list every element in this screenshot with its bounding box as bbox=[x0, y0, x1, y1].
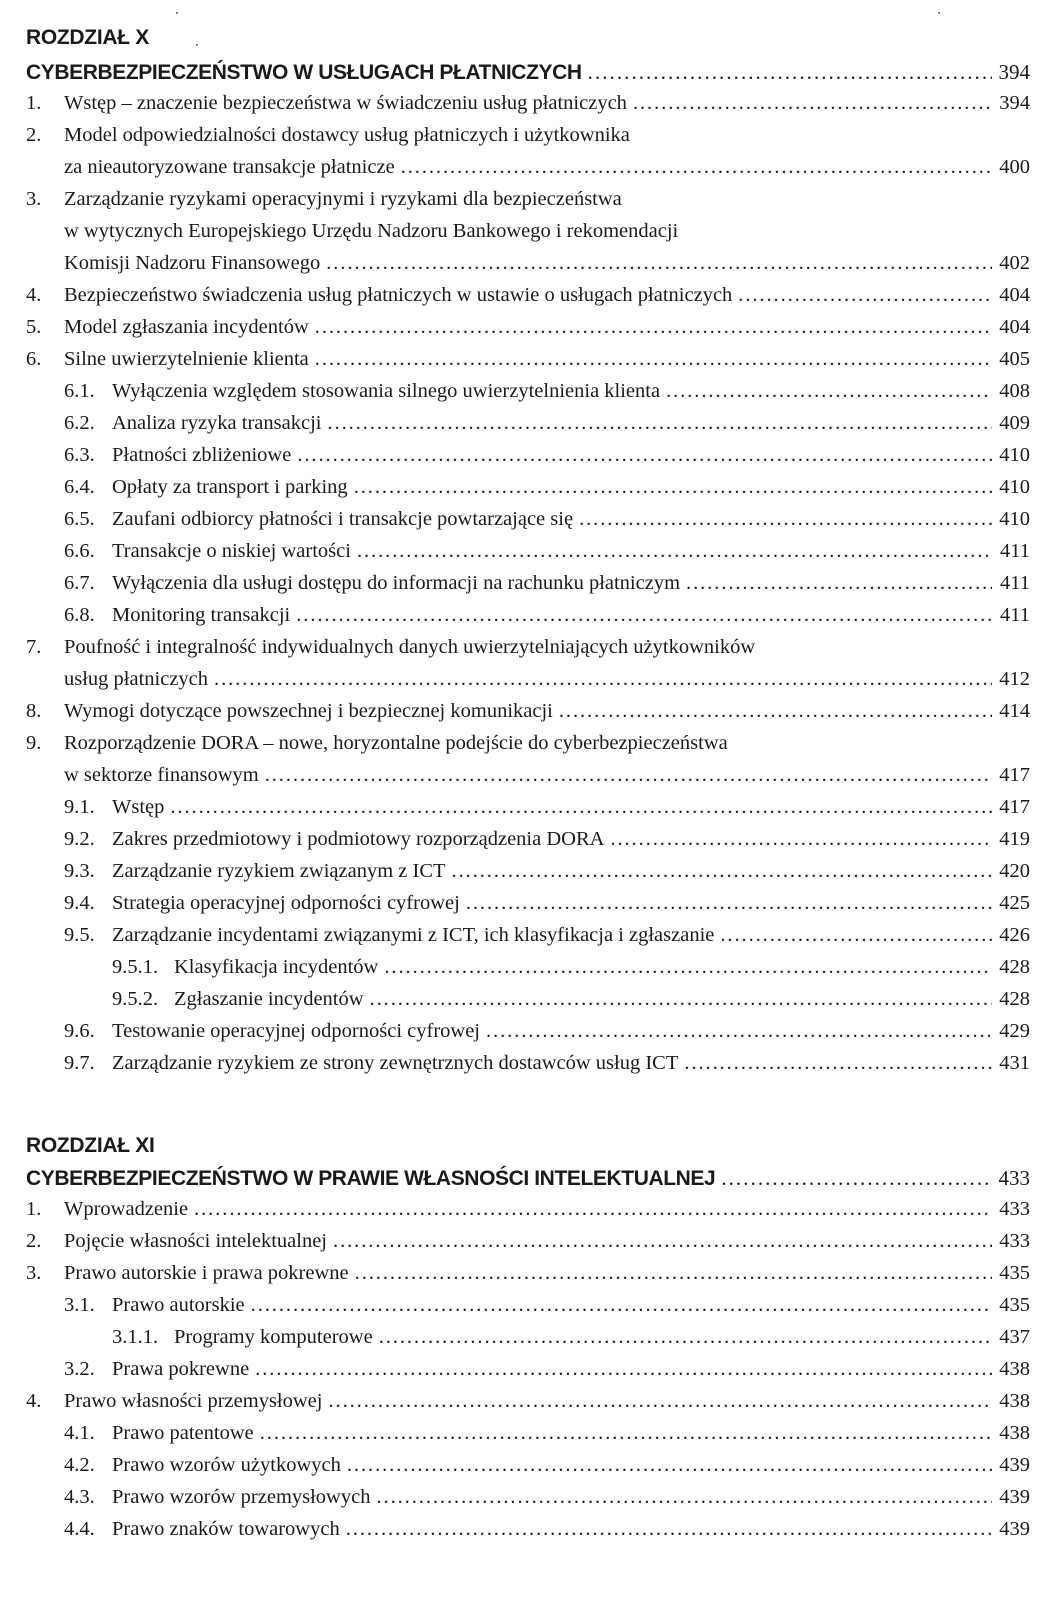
entry-title: Prawo własności przemysłowej bbox=[64, 1390, 323, 1412]
page-number: 435 bbox=[999, 1262, 1030, 1284]
page-number: 438 bbox=[999, 1358, 1030, 1380]
chapter-label: ROZDZIAŁ X bbox=[26, 26, 149, 49]
dot-leader bbox=[333, 1230, 992, 1253]
toc-entry bbox=[64, 444, 1030, 472]
toc-entry bbox=[26, 1390, 1030, 1418]
entry-number: 4. bbox=[26, 284, 42, 306]
toc-entry bbox=[64, 1020, 1030, 1048]
toc-entry bbox=[26, 1230, 1030, 1258]
entry-title: Transakcje o niskiej wartości bbox=[112, 540, 351, 562]
page-number: 439 bbox=[999, 1518, 1030, 1540]
toc-entry bbox=[26, 1198, 1030, 1226]
scan-speck bbox=[196, 44, 198, 46]
toc-entry-continuation bbox=[64, 764, 1030, 792]
entry-number: 9.7. bbox=[64, 1052, 95, 1074]
entry-title: Zarządzanie incydentami związanymi z ICT, ich klasyfikacja i zgłaszanie bbox=[112, 924, 715, 946]
entry-title: Prawo wzorów przemysłowych bbox=[112, 1486, 371, 1508]
dot-leader bbox=[684, 1052, 992, 1075]
entry-number: 3.2. bbox=[64, 1358, 95, 1380]
entry-number: 6.2. bbox=[64, 412, 95, 434]
page-number: 438 bbox=[999, 1390, 1030, 1412]
entry-title: Wstęp – znaczenie bezpieczeństwa w świadczeniu usług płatniczych bbox=[64, 92, 627, 114]
dot-leader bbox=[326, 252, 992, 275]
toc-entry bbox=[64, 540, 1030, 568]
page-number: 404 bbox=[999, 316, 1030, 338]
toc-entry bbox=[64, 1454, 1030, 1482]
entry-title: Opłaty za transport i parking bbox=[112, 476, 348, 498]
entry-title: Wymogi dotyczące powszechnej i bezpiecznej komunikacji bbox=[64, 700, 553, 722]
scan-speck bbox=[176, 12, 178, 14]
dot-leader bbox=[260, 1422, 992, 1445]
page-number: 435 bbox=[999, 1294, 1030, 1316]
page-number: 404 bbox=[999, 284, 1030, 306]
entry-title-continuation: w wytycznych Europejskiego Urzędu Nadzoru Bankowego i rekomendacji bbox=[64, 220, 679, 242]
dot-leader bbox=[384, 956, 992, 979]
page-number: 409 bbox=[999, 412, 1030, 434]
page-number: 437 bbox=[999, 1326, 1030, 1348]
page-number: 420 bbox=[999, 860, 1030, 882]
page-number: 419 bbox=[999, 828, 1030, 850]
entry-title: Płatności zbliżeniowe bbox=[112, 444, 292, 466]
page-number: 410 bbox=[999, 508, 1030, 530]
entry-title: Model odpowiedzialności dostawcy usług płatniczych i użytkownika bbox=[64, 124, 630, 146]
entry-title: Model zgłaszania incydentów bbox=[64, 316, 309, 338]
entry-number: 6.1. bbox=[64, 380, 95, 402]
toc-entry bbox=[64, 572, 1030, 600]
dot-leader bbox=[452, 860, 992, 883]
dot-leader bbox=[296, 604, 992, 627]
toc-entry bbox=[64, 1358, 1030, 1386]
entry-title: Wprowadzenie bbox=[64, 1198, 189, 1220]
chapter-title: CYBERBEZPIECZEŃSTWO W USŁUGACH PŁATNICZYCH bbox=[26, 61, 582, 84]
toc-entry bbox=[26, 636, 1030, 664]
entry-title: Klasyfikacja incydentów bbox=[174, 956, 379, 978]
page-number: 438 bbox=[999, 1422, 1030, 1444]
dot-leader bbox=[328, 1390, 992, 1413]
dot-leader bbox=[170, 796, 992, 819]
toc-entry bbox=[26, 700, 1030, 728]
entry-title: Silne uwierzytelnienie klienta bbox=[64, 348, 309, 370]
entry-title: Wyłączenia względem stosowania silnego uwierzytelnienia klienta bbox=[112, 380, 661, 402]
entry-number: 7. bbox=[26, 636, 42, 658]
entry-title: Zgłaszanie incydentów bbox=[174, 988, 364, 1010]
dot-leader bbox=[486, 1020, 992, 1043]
page-number: 410 bbox=[999, 476, 1030, 498]
entry-number: 1. bbox=[26, 92, 42, 114]
entry-title: Zarządzanie ryzykiem związanym z ICT bbox=[112, 860, 446, 882]
entry-title: Wyłączenia dla usługi dostępu do informacji na rachunku płatniczym bbox=[112, 572, 681, 594]
dot-leader bbox=[721, 1166, 992, 1191]
entry-title: Prawo autorskie bbox=[112, 1294, 245, 1316]
entry-number: 6.6. bbox=[64, 540, 95, 562]
entry-number: 2. bbox=[26, 124, 42, 146]
entry-number: 3.1. bbox=[64, 1294, 95, 1316]
page-number: 402 bbox=[999, 252, 1030, 274]
toc-entry bbox=[64, 412, 1030, 440]
toc-entry bbox=[64, 1422, 1030, 1450]
entry-number: 9.1. bbox=[64, 796, 95, 818]
toc-entry bbox=[26, 732, 1030, 760]
entry-title: Rozporządzenie DORA – nowe, horyzontalne podejście do cyberbezpieczeństwa bbox=[64, 732, 728, 754]
page-number: 426 bbox=[999, 924, 1030, 946]
dot-leader bbox=[559, 700, 992, 723]
entry-number: 6.8. bbox=[64, 604, 95, 626]
entry-title: Prawo patentowe bbox=[112, 1422, 254, 1444]
dot-leader bbox=[354, 476, 992, 499]
entry-title: Zarządzanie ryzykiem ze strony zewnętrznych dostawców usług ICT bbox=[112, 1052, 679, 1074]
toc-entry bbox=[64, 380, 1030, 408]
toc-entry bbox=[26, 124, 1030, 152]
toc-entry-continuation bbox=[64, 220, 1030, 248]
page-number: 414 bbox=[999, 700, 1030, 722]
toc-entry bbox=[64, 476, 1030, 504]
toc-entry bbox=[26, 92, 1030, 120]
entry-title: Prawo wzorów użytkowych bbox=[112, 1454, 341, 1476]
entry-number: 2. bbox=[26, 1230, 42, 1252]
toc-entry bbox=[64, 1518, 1030, 1546]
page-number: 431 bbox=[999, 1052, 1030, 1074]
entry-title-continuation: w sektorze finansowym bbox=[64, 764, 259, 786]
entry-number: 9.4. bbox=[64, 892, 95, 914]
entry-title: Pojęcie własności intelektualnej bbox=[64, 1230, 328, 1252]
dot-leader bbox=[720, 924, 992, 947]
page-number: 417 bbox=[999, 764, 1030, 786]
page-number: 428 bbox=[999, 956, 1030, 978]
page-number: 425 bbox=[999, 892, 1030, 914]
entry-title: Zakres przedmiotowy i podmiotowy rozporządzenia DORA bbox=[112, 828, 605, 850]
entry-number: 6.4. bbox=[64, 476, 95, 498]
toc-entry bbox=[64, 796, 1030, 824]
entry-number: 9.5. bbox=[64, 924, 95, 946]
page-number: 417 bbox=[999, 796, 1030, 818]
entry-title: Analiza ryzyka transakcji bbox=[112, 412, 322, 434]
entry-title: Poufność i integralność indywidualnych danych uwierzytelniających użytkowników bbox=[64, 636, 756, 658]
toc-entry bbox=[64, 508, 1030, 536]
entry-number: 4.3. bbox=[64, 1486, 95, 1508]
toc-entry bbox=[64, 1294, 1030, 1322]
entry-number: 9. bbox=[26, 732, 42, 754]
entry-title: Zarządzanie ryzykami operacyjnymi i ryzykami dla bezpieczeństwa bbox=[64, 188, 622, 210]
toc-entry bbox=[112, 1326, 1030, 1354]
entry-title-continuation: za nieautoryzowane transakcje płatnicze bbox=[64, 156, 395, 178]
page-number: 439 bbox=[999, 1486, 1030, 1508]
entry-number: 4.1. bbox=[64, 1422, 95, 1444]
dot-leader bbox=[297, 444, 992, 467]
scan-speck bbox=[938, 12, 940, 14]
toc-entry bbox=[112, 988, 1030, 1016]
dot-leader bbox=[466, 892, 992, 915]
toc-entry bbox=[26, 284, 1030, 312]
dot-leader bbox=[370, 988, 992, 1011]
toc-entry bbox=[64, 860, 1030, 888]
dot-leader bbox=[255, 1358, 992, 1381]
dot-leader bbox=[633, 92, 992, 115]
entry-number: 3. bbox=[26, 1262, 42, 1284]
page-number: 433 bbox=[999, 1230, 1030, 1252]
entry-title: Monitoring transakcji bbox=[112, 604, 291, 626]
page-number: 412 bbox=[999, 668, 1030, 690]
toc-entry bbox=[64, 1486, 1030, 1514]
dot-leader bbox=[315, 316, 992, 339]
entry-number: 6.7. bbox=[64, 572, 95, 594]
entry-number: 4. bbox=[26, 1390, 42, 1412]
dot-leader bbox=[588, 60, 992, 85]
toc-entry bbox=[26, 316, 1030, 344]
dot-leader bbox=[738, 284, 992, 307]
entry-number: 9.3. bbox=[64, 860, 95, 882]
dot-leader bbox=[265, 764, 992, 787]
entry-title: Strategia operacyjnej odporności cyfrowej bbox=[112, 892, 460, 914]
entry-title-continuation: Komisji Nadzoru Finansowego bbox=[64, 252, 321, 274]
entry-number: 6.3. bbox=[64, 444, 95, 466]
dot-leader bbox=[194, 1198, 992, 1221]
dot-leader bbox=[355, 1262, 992, 1285]
entry-number: 3.1.1. bbox=[112, 1326, 159, 1348]
entry-title: Wstęp bbox=[112, 796, 165, 818]
page-number: 433 bbox=[998, 1166, 1030, 1190]
page-number: 408 bbox=[999, 380, 1030, 402]
entry-number: 3. bbox=[26, 188, 42, 210]
entry-title: Prawo autorskie i prawa pokrewne bbox=[64, 1262, 349, 1284]
entry-title: Bezpieczeństwo świadczenia usług płatniczych w ustawie o usługach płatniczych bbox=[64, 284, 733, 306]
dot-leader bbox=[251, 1294, 992, 1317]
toc-entry-continuation bbox=[64, 252, 1030, 280]
dot-leader bbox=[579, 508, 992, 531]
toc-entry bbox=[64, 924, 1030, 952]
dot-leader bbox=[347, 1454, 992, 1477]
page-number: 439 bbox=[999, 1454, 1030, 1476]
dot-leader bbox=[610, 828, 992, 851]
entry-number: 6.5. bbox=[64, 508, 95, 530]
page-number: 394 bbox=[998, 60, 1030, 84]
entry-title-continuation: usług płatniczych bbox=[64, 668, 209, 690]
toc-entry bbox=[26, 348, 1030, 376]
page-number: 429 bbox=[999, 1020, 1030, 1042]
dot-leader bbox=[214, 668, 992, 691]
page-number: 400 bbox=[999, 156, 1030, 178]
chapter-title: CYBERBEZPIECZEŃSTWO W PRAWIE WŁASNOŚCI INTELEKTUALNEJ bbox=[26, 1167, 716, 1190]
toc-entry bbox=[64, 828, 1030, 856]
dot-leader bbox=[666, 380, 992, 403]
dot-leader bbox=[346, 1518, 992, 1541]
entry-title: Testowanie operacyjnej odporności cyfrowej bbox=[112, 1020, 480, 1042]
dot-leader bbox=[401, 156, 992, 179]
dot-leader bbox=[379, 1326, 992, 1349]
entry-number: 4.4. bbox=[64, 1518, 95, 1540]
page-number: 411 bbox=[1000, 572, 1030, 594]
page-number: 428 bbox=[999, 988, 1030, 1010]
entry-number: 4.2. bbox=[64, 1454, 95, 1476]
toc-entry bbox=[64, 1052, 1030, 1080]
entry-title: Zaufani odbiorcy płatności i transakcje powtarzające się bbox=[112, 508, 574, 530]
entry-number: 6. bbox=[26, 348, 42, 370]
entry-title: Programy komputerowe bbox=[174, 1326, 373, 1348]
entry-number: 9.2. bbox=[64, 828, 95, 850]
entry-number: 8. bbox=[26, 700, 42, 722]
dot-leader bbox=[357, 540, 992, 563]
page-number: 411 bbox=[1000, 604, 1030, 626]
page-number: 405 bbox=[999, 348, 1030, 370]
entry-number: 9.5.1. bbox=[112, 956, 159, 978]
dot-leader bbox=[315, 348, 992, 371]
entry-number: 9.5.2. bbox=[112, 988, 159, 1010]
page-number: 394 bbox=[999, 92, 1030, 114]
chapter-title-row bbox=[26, 1166, 1030, 1194]
dot-leader bbox=[686, 572, 992, 595]
toc-entry bbox=[64, 892, 1030, 920]
page-number: 433 bbox=[999, 1198, 1030, 1220]
toc-entry bbox=[112, 956, 1030, 984]
toc-entry-continuation bbox=[64, 156, 1030, 184]
entry-number: 1. bbox=[26, 1198, 42, 1220]
chapter-title-row bbox=[26, 60, 1030, 88]
entry-number: 9.6. bbox=[64, 1020, 95, 1042]
toc-entry-continuation bbox=[64, 668, 1030, 696]
dot-leader bbox=[327, 412, 992, 435]
entry-title: Prawa pokrewne bbox=[112, 1358, 250, 1380]
entry-number: 5. bbox=[26, 316, 42, 338]
page-number: 411 bbox=[1000, 540, 1030, 562]
dot-leader bbox=[376, 1486, 992, 1509]
page-number: 410 bbox=[999, 444, 1030, 466]
toc-entry bbox=[26, 1262, 1030, 1290]
toc-entry bbox=[26, 188, 1030, 216]
chapter-label: ROZDZIAŁ XI bbox=[26, 1134, 155, 1157]
toc-entry bbox=[64, 604, 1030, 632]
entry-title: Prawo znaków towarowych bbox=[112, 1518, 340, 1540]
